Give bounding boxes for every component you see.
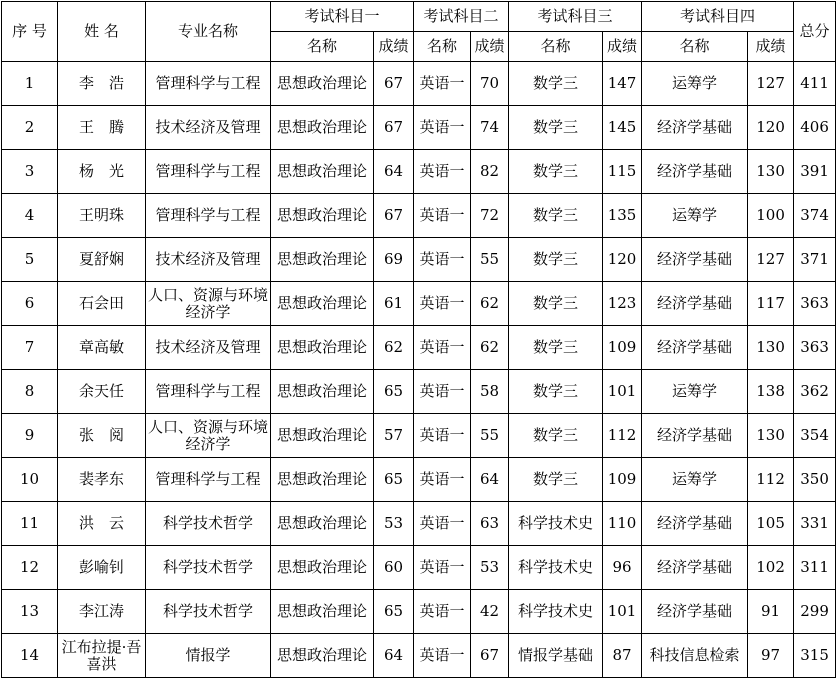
- cell-s1-name: 思想政治理论: [271, 62, 374, 106]
- cell-index: 13: [2, 590, 58, 634]
- table-body: [2, 62, 836, 678]
- cell-index: 1: [2, 62, 58, 106]
- cell-major: 人口、资源与环境经济学: [146, 414, 271, 458]
- cell-s2-score: 74: [471, 106, 509, 150]
- cell-s3-name: 数学三: [509, 458, 603, 502]
- cell-s1-score: 64: [374, 634, 414, 678]
- cell-total: 311: [794, 546, 836, 590]
- cell-s1-name: 思想政治理论: [271, 414, 374, 458]
- cell-s4-score: 127: [748, 62, 794, 106]
- cell-total: 354: [794, 414, 836, 458]
- cell-major: 管理科学与工程: [146, 370, 271, 414]
- cell-s3-name: 科学技术史: [509, 546, 603, 590]
- cell-total: 315: [794, 634, 836, 678]
- header-name: 姓 名: [58, 2, 146, 62]
- cell-s4-score: 117: [748, 282, 794, 326]
- table-row: [2, 370, 836, 414]
- table-row: [2, 194, 836, 238]
- header-s1-score: 成绩: [374, 32, 414, 62]
- cell-s2-score: 62: [471, 282, 509, 326]
- table-row: [2, 502, 836, 546]
- table-row: [2, 634, 836, 678]
- cell-s4-name: 经济学基础: [642, 238, 748, 282]
- cell-s1-name: 思想政治理论: [271, 590, 374, 634]
- cell-s2-name: 英语一: [414, 106, 471, 150]
- cell-s1-score: 62: [374, 326, 414, 370]
- cell-s1-name: 思想政治理论: [271, 150, 374, 194]
- cell-s1-score: 61: [374, 282, 414, 326]
- cell-s3-score: 96: [603, 546, 642, 590]
- cell-total: 363: [794, 326, 836, 370]
- cell-s1-name: 思想政治理论: [271, 282, 374, 326]
- cell-major: 科学技术哲学: [146, 546, 271, 590]
- header-subject-3: 考试科目三: [509, 2, 642, 32]
- cell-major: 技术经济及管理: [146, 238, 271, 282]
- cell-major: 管理科学与工程: [146, 194, 271, 238]
- cell-name: 章高敏: [58, 326, 146, 370]
- cell-name: 余天任: [58, 370, 146, 414]
- cell-name: 夏舒娴: [58, 238, 146, 282]
- cell-s1-score: 65: [374, 370, 414, 414]
- table-row: [2, 62, 836, 106]
- cell-s4-name: 科技信息检索: [642, 634, 748, 678]
- cell-name: 石会田: [58, 282, 146, 326]
- cell-s3-name: 数学三: [509, 106, 603, 150]
- cell-s3-score: 87: [603, 634, 642, 678]
- header-total: 总分: [794, 2, 836, 62]
- cell-s3-name: 情报学基础: [509, 634, 603, 678]
- cell-s4-score: 138: [748, 370, 794, 414]
- header-s4-name: 名称: [642, 32, 748, 62]
- table-row: [2, 458, 836, 502]
- admission-score-table: [1, 1, 836, 678]
- cell-s3-score: 147: [603, 62, 642, 106]
- cell-s3-name: 数学三: [509, 326, 603, 370]
- table-row: [2, 546, 836, 590]
- cell-name: 王明珠: [58, 194, 146, 238]
- table-row: [2, 106, 836, 150]
- cell-index: 2: [2, 106, 58, 150]
- cell-major: 人口、资源与环境经济学: [146, 282, 271, 326]
- cell-s4-name: 经济学基础: [642, 590, 748, 634]
- cell-total: 299: [794, 590, 836, 634]
- cell-index: 9: [2, 414, 58, 458]
- cell-major: 情报学: [146, 634, 271, 678]
- cell-total: 391: [794, 150, 836, 194]
- cell-s1-name: 思想政治理论: [271, 106, 374, 150]
- cell-s4-score: 91: [748, 590, 794, 634]
- cell-s2-name: 英语一: [414, 282, 471, 326]
- cell-s3-score: 135: [603, 194, 642, 238]
- cell-s4-name: 运筹学: [642, 370, 748, 414]
- cell-s4-name: 经济学基础: [642, 150, 748, 194]
- cell-name: 江布拉提·吾喜洪: [58, 634, 146, 678]
- cell-s1-score: 67: [374, 106, 414, 150]
- cell-s2-name: 英语一: [414, 458, 471, 502]
- cell-s4-name: 经济学基础: [642, 414, 748, 458]
- cell-name: 杨 光: [58, 150, 146, 194]
- cell-name: 王 腾: [58, 106, 146, 150]
- cell-s4-score: 105: [748, 502, 794, 546]
- cell-s3-name: 数学三: [509, 194, 603, 238]
- cell-s3-name: 科学技术史: [509, 502, 603, 546]
- cell-s4-name: 运筹学: [642, 62, 748, 106]
- cell-s4-score: 120: [748, 106, 794, 150]
- cell-s2-name: 英语一: [414, 634, 471, 678]
- cell-s1-score: 67: [374, 62, 414, 106]
- cell-s4-score: 130: [748, 150, 794, 194]
- header-subject-1: 考试科目一: [271, 2, 414, 32]
- cell-s3-name: 数学三: [509, 370, 603, 414]
- cell-s1-name: 思想政治理论: [271, 326, 374, 370]
- cell-total: 406: [794, 106, 836, 150]
- table-row: [2, 590, 836, 634]
- cell-s1-score: 65: [374, 590, 414, 634]
- cell-s1-score: 69: [374, 238, 414, 282]
- cell-total: 374: [794, 194, 836, 238]
- cell-s2-name: 英语一: [414, 414, 471, 458]
- header-s2-score: 成绩: [471, 32, 509, 62]
- cell-s4-score: 102: [748, 546, 794, 590]
- cell-s1-name: 思想政治理论: [271, 238, 374, 282]
- cell-s2-name: 英语一: [414, 370, 471, 414]
- cell-s1-score: 67: [374, 194, 414, 238]
- cell-index: 7: [2, 326, 58, 370]
- cell-s4-name: 运筹学: [642, 194, 748, 238]
- cell-index: 11: [2, 502, 58, 546]
- cell-s3-name: 数学三: [509, 282, 603, 326]
- cell-s1-name: 思想政治理论: [271, 546, 374, 590]
- cell-major: 管理科学与工程: [146, 150, 271, 194]
- cell-s2-score: 55: [471, 414, 509, 458]
- cell-s1-score: 60: [374, 546, 414, 590]
- cell-s4-name: 经济学基础: [642, 502, 748, 546]
- cell-s3-score: 110: [603, 502, 642, 546]
- cell-total: 363: [794, 282, 836, 326]
- cell-major: 技术经济及管理: [146, 106, 271, 150]
- cell-index: 10: [2, 458, 58, 502]
- cell-s2-score: 67: [471, 634, 509, 678]
- cell-major: 管理科学与工程: [146, 62, 271, 106]
- cell-s1-score: 57: [374, 414, 414, 458]
- cell-s4-name: 运筹学: [642, 458, 748, 502]
- cell-s3-score: 123: [603, 282, 642, 326]
- cell-s2-score: 72: [471, 194, 509, 238]
- table-row: [2, 238, 836, 282]
- cell-s2-name: 英语一: [414, 238, 471, 282]
- cell-total: 371: [794, 238, 836, 282]
- header-s3-name: 名称: [509, 32, 603, 62]
- cell-s3-name: 数学三: [509, 62, 603, 106]
- header-s1-name: 名称: [271, 32, 374, 62]
- cell-s3-name: 数学三: [509, 150, 603, 194]
- cell-s4-score: 130: [748, 326, 794, 370]
- cell-s2-score: 64: [471, 458, 509, 502]
- cell-s3-name: 数学三: [509, 414, 603, 458]
- cell-s2-score: 42: [471, 590, 509, 634]
- cell-s1-name: 思想政治理论: [271, 370, 374, 414]
- cell-s4-score: 97: [748, 634, 794, 678]
- cell-s4-score: 100: [748, 194, 794, 238]
- cell-name: 洪 云: [58, 502, 146, 546]
- cell-name: 张 阅: [58, 414, 146, 458]
- cell-s2-score: 62: [471, 326, 509, 370]
- header-index: 序 号: [2, 2, 58, 62]
- cell-s2-score: 63: [471, 502, 509, 546]
- cell-index: 12: [2, 546, 58, 590]
- cell-s3-score: 101: [603, 590, 642, 634]
- table-row: [2, 150, 836, 194]
- cell-s1-score: 64: [374, 150, 414, 194]
- cell-s2-name: 英语一: [414, 590, 471, 634]
- cell-s4-score: 127: [748, 238, 794, 282]
- cell-s4-name: 经济学基础: [642, 546, 748, 590]
- cell-index: 14: [2, 634, 58, 678]
- cell-s4-score: 112: [748, 458, 794, 502]
- cell-s2-name: 英语一: [414, 62, 471, 106]
- cell-name: 彭喻钊: [58, 546, 146, 590]
- cell-index: 4: [2, 194, 58, 238]
- cell-s4-name: 经济学基础: [642, 326, 748, 370]
- cell-s3-score: 112: [603, 414, 642, 458]
- cell-index: 6: [2, 282, 58, 326]
- cell-s1-name: 思想政治理论: [271, 194, 374, 238]
- cell-s1-name: 思想政治理论: [271, 502, 374, 546]
- cell-s3-score: 145: [603, 106, 642, 150]
- cell-s3-score: 120: [603, 238, 642, 282]
- cell-s2-name: 英语一: [414, 194, 471, 238]
- cell-s4-name: 经济学基础: [642, 282, 748, 326]
- cell-s3-score: 109: [603, 326, 642, 370]
- cell-s2-name: 英语一: [414, 326, 471, 370]
- cell-total: 411: [794, 62, 836, 106]
- header-s2-name: 名称: [414, 32, 471, 62]
- table-row: [2, 414, 836, 458]
- cell-index: 8: [2, 370, 58, 414]
- cell-s1-score: 65: [374, 458, 414, 502]
- table-row: [2, 282, 836, 326]
- header-subject-4: 考试科目四: [642, 2, 794, 32]
- cell-major: 科学技术哲学: [146, 502, 271, 546]
- header-row-primary: [2, 2, 836, 32]
- cell-s2-score: 82: [471, 150, 509, 194]
- cell-s1-score: 53: [374, 502, 414, 546]
- cell-s2-score: 53: [471, 546, 509, 590]
- cell-s1-name: 思想政治理论: [271, 634, 374, 678]
- cell-s2-name: 英语一: [414, 546, 471, 590]
- cell-s2-score: 58: [471, 370, 509, 414]
- cell-s2-name: 英语一: [414, 502, 471, 546]
- cell-s2-name: 英语一: [414, 150, 471, 194]
- cell-s3-score: 101: [603, 370, 642, 414]
- cell-index: 5: [2, 238, 58, 282]
- cell-name: 李 浩: [58, 62, 146, 106]
- cell-major: 管理科学与工程: [146, 458, 271, 502]
- cell-major: 科学技术哲学: [146, 590, 271, 634]
- cell-s2-score: 55: [471, 238, 509, 282]
- cell-s3-name: 数学三: [509, 238, 603, 282]
- cell-s3-score: 115: [603, 150, 642, 194]
- cell-s4-name: 经济学基础: [642, 106, 748, 150]
- header-major: 专业名称: [146, 2, 271, 62]
- cell-s1-name: 思想政治理论: [271, 458, 374, 502]
- header-s3-score: 成绩: [603, 32, 642, 62]
- cell-total: 331: [794, 502, 836, 546]
- cell-name: 李江涛: [58, 590, 146, 634]
- cell-total: 362: [794, 370, 836, 414]
- cell-major: 技术经济及管理: [146, 326, 271, 370]
- cell-index: 3: [2, 150, 58, 194]
- cell-s3-score: 109: [603, 458, 642, 502]
- header-s4-score: 成绩: [748, 32, 794, 62]
- cell-total: 350: [794, 458, 836, 502]
- cell-s3-name: 科学技术史: [509, 590, 603, 634]
- cell-s2-score: 70: [471, 62, 509, 106]
- table-row: [2, 326, 836, 370]
- header-subject-2: 考试科目二: [414, 2, 509, 32]
- cell-s4-score: 130: [748, 414, 794, 458]
- cell-name: 裴孝东: [58, 458, 146, 502]
